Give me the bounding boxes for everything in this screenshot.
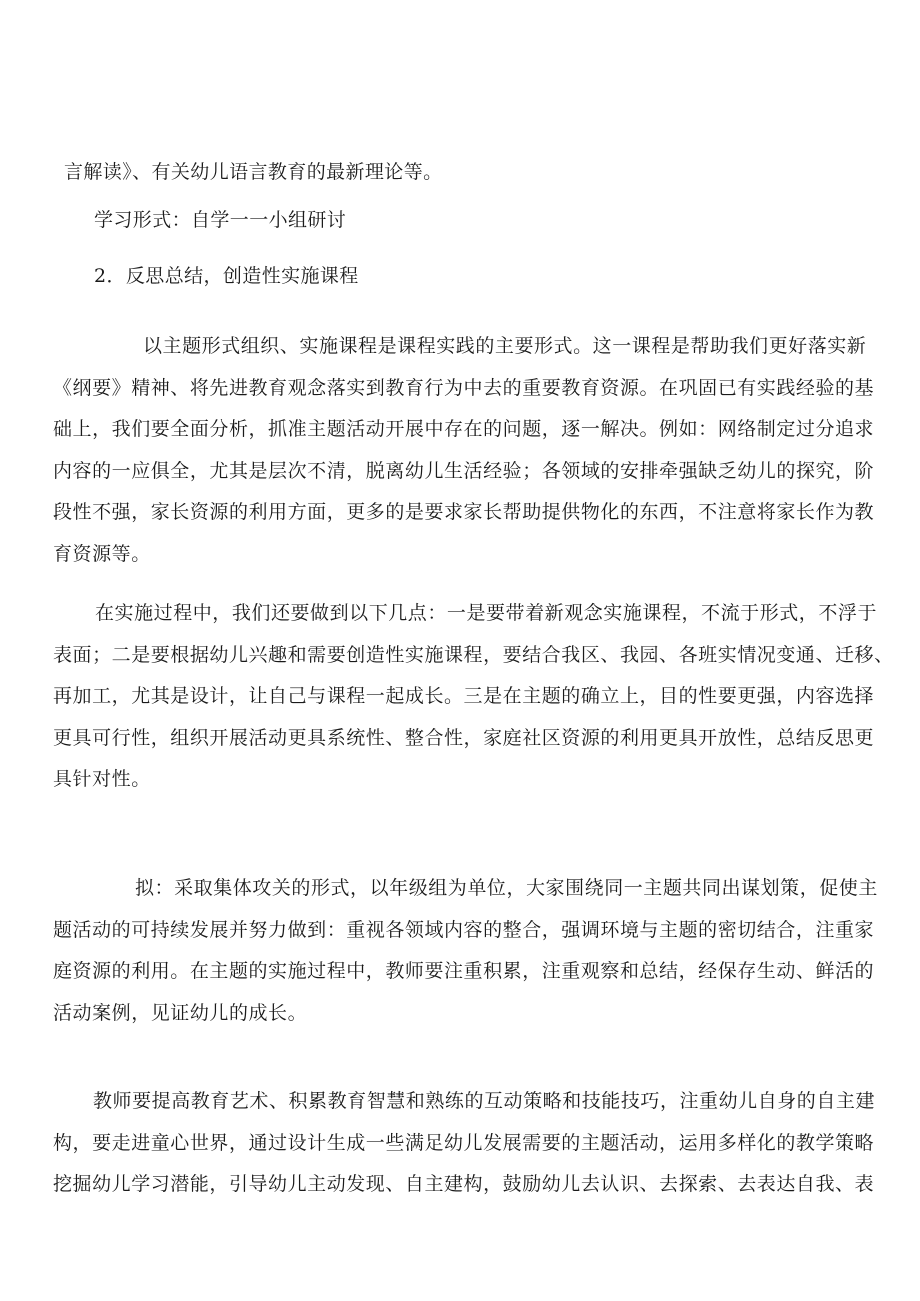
paragraph-line: 庭资源的利用。在主题的实施过程中，教师要注重积累，注重观察和总结，经保存生动、鲜活的: [53, 960, 875, 982]
paragraph-line: 拟：采取集体攻关的形式，以年级组为单位，大家围绕同一主题共同出谋划策，促使主: [135, 877, 878, 899]
paragraph-line: 内容的一应俱全，尤其是层次不清，脱离幼儿生活经验；各领域的安排牵强缺乏幼儿的探究，阶: [53, 459, 875, 482]
paragraph-line: 教师要提高教育艺术、积累教育智慧和熟练的互动策略和技能技巧，注重幼儿自身的自主建: [93, 1090, 876, 1112]
paragraph-4: [53, 1081, 876, 1206]
text-line-intro: 言解读》、有关幼儿语言教育的最新理论等。: [64, 161, 443, 183]
study-form-line: 学习形式：自学一一小组研讨: [94, 209, 347, 231]
paragraph-3: [53, 868, 878, 1034]
paragraph-line: 表面；二是要根据幼儿兴趣和需要创造性实施课程，要结合我区、我园、各班实情况变通、迁移、: [53, 643, 894, 666]
paragraph-line: 更具可行性，组织开展活动更具系统性、整合性，家庭社区资源的利用更具开放性，总结反思更: [53, 726, 875, 749]
paragraph-line: 础上，我们要全面分析，抓准主题活动开展中存在的问题，逐一解决。例如：网络制定过分追求: [53, 418, 875, 440]
paragraph-2: [53, 593, 894, 801]
paragraph-line: 挖掘幼儿学习潜能，引导幼儿主动发现、自主建构，鼓励幼儿去认识、去探索、去表达自我、表: [53, 1173, 875, 1195]
paragraph-line: 段性不强，家长资源的利用方面，更多的是要求家长帮助提供物化的东西，不注意将家长作为教: [53, 501, 875, 523]
paragraph-line: 在实施过程中，我们还要做到以下几点：一是要带着新观念实施课程，不流于形式，不浮于: [95, 602, 878, 624]
paragraph-line: 构，要走进童心世界，通过设计生成一些满足幼儿发展需要的主题活动，运用多样化的教学策略: [53, 1131, 875, 1154]
paragraph-line: 《纲要》精神、将先进教育观念落实到教育行为中去的重要教育资源。在巩固已有实践经验的基: [53, 376, 875, 399]
paragraph-line: 育资源等。: [53, 542, 151, 565]
paragraph-line: 题活动的可持续发展并努力做到：重视各领域内容的整合，强调环境与主题的密切结合，注重家: [53, 918, 875, 941]
paragraph-line: 再加工，尤其是设计，让自己与课程一起成长。三是在主题的确立上，目的性要更强，内容选择: [53, 685, 875, 707]
paragraph-1: [53, 326, 875, 575]
paragraph-line: 活动案例，见证幼儿的成长。: [53, 1001, 308, 1024]
paragraph-line: 以主题形式组织、实施课程是课程实践的主要形式。这一课程是帮助我们更好落实新: [143, 335, 867, 357]
section-2-heading: 2．反思总结，创造性实施课程: [94, 265, 359, 287]
paragraph-line: 具针对性。: [53, 768, 151, 790]
